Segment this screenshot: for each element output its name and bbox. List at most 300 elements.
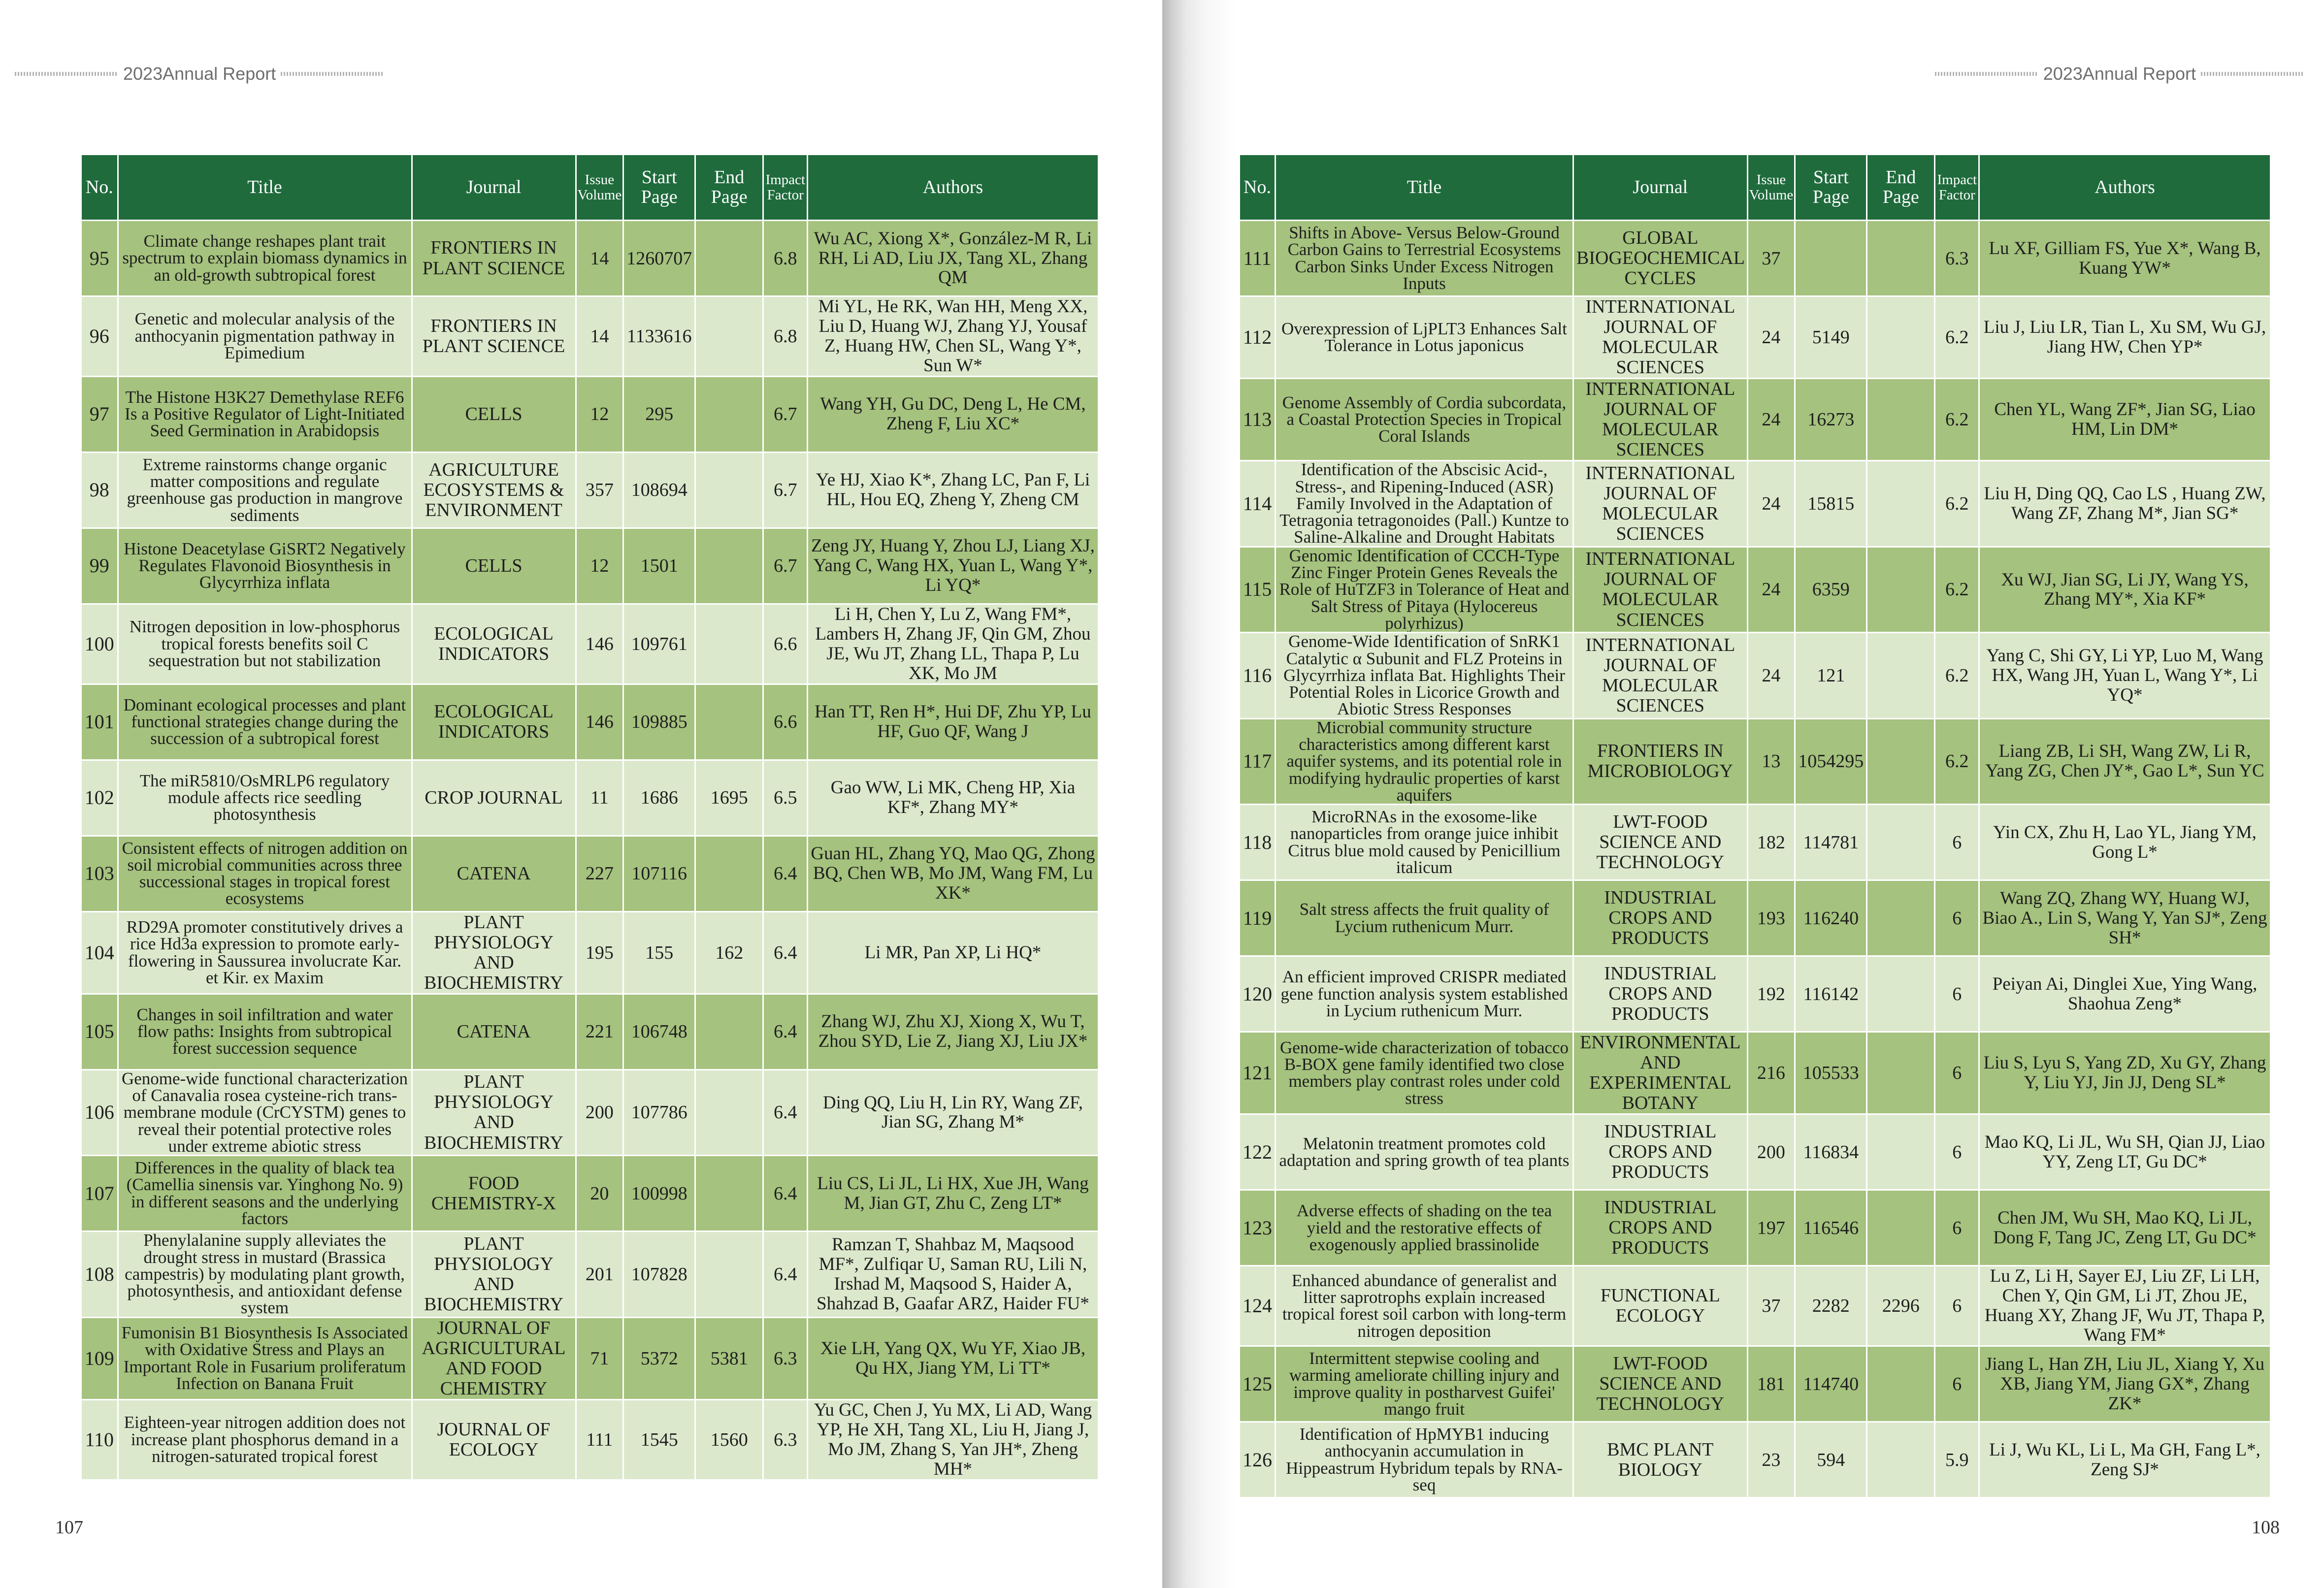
cell-start-page: 15815 — [1795, 461, 1867, 547]
cell-impact-factor: 6.3 — [1935, 221, 1979, 296]
cell-authors: Xie LH, Yang QX, Wu YF, Xiao JB, Qu HX, Jiang YM, Li TT* — [808, 1317, 1098, 1399]
cell-authors: Jiang L, Han ZH, Liu JL, Xiang Y, Xu XB, Jiang YM, Jiang GX*, Zhang ZK* — [1979, 1346, 2270, 1422]
cell-row-number: 116 — [1240, 633, 1276, 718]
cell-row-number: 111 — [1240, 221, 1276, 296]
cell-authors: Chen YL, Wang ZF*, Jian SG, Liao HM, Lin DM* — [1979, 379, 2270, 461]
cell-article-title: Fumonisin B1 Biosynthesis Is Associated with Oxidative Stress and Plays an Important Role in Fusarium proliferatum Infection on Banana Fruit — [118, 1317, 412, 1399]
cell-journal-name: LWT-FOOD SCIENCE AND TECHNOLOGY — [1573, 1346, 1748, 1422]
table-row — [82, 911, 1098, 994]
cell-issue-volume: 357 — [576, 452, 623, 528]
cell-impact-factor: 6.2 — [1935, 718, 1979, 804]
cell-end-page — [695, 221, 763, 296]
cell-end-page: 1560 — [695, 1399, 763, 1479]
table-row — [1240, 805, 2270, 880]
cell-issue-volume: 197 — [1747, 1190, 1795, 1266]
col-header-journal: Journal — [1573, 155, 1748, 221]
col-header-start-page: Start Page — [623, 155, 695, 221]
table-row — [82, 221, 1098, 296]
col-header-title: Title — [1276, 155, 1573, 221]
cell-start-page: 114740 — [1795, 1346, 1867, 1422]
cell-authors: Yu GC, Chen J, Yu MX, Li AD, Wang YP, He XH, Tang XL, Liu H, Jiang J, Mo JM, Zhang S, Yan JH*, Zheng MH* — [808, 1399, 1098, 1479]
cell-start-page: 116834 — [1795, 1114, 1867, 1190]
table-row — [1240, 1032, 2270, 1114]
cell-impact-factor: 6.3 — [763, 1317, 808, 1399]
running-header — [1935, 63, 2304, 85]
cell-row-number: 95 — [82, 221, 118, 296]
cell-journal-name: FRONTIERS IN PLANT SCIENCE — [412, 221, 576, 296]
cell-start-page: 1501 — [623, 528, 695, 604]
table-row — [1240, 547, 2270, 632]
publications-table — [1240, 155, 2270, 1497]
header-dashes — [2201, 72, 2304, 76]
cell-journal-name: INTERNATIONAL JOURNAL OF MOLECULAR SCIENCES — [1573, 461, 1748, 547]
cell-impact-factor: 6.7 — [763, 528, 808, 604]
header-dashes — [1935, 72, 2038, 76]
cell-row-number: 121 — [1240, 1032, 1276, 1114]
cell-journal-name: CELLS — [412, 528, 576, 604]
cell-impact-factor: 6.5 — [763, 760, 808, 836]
cell-end-page — [1867, 1114, 1935, 1190]
cell-journal-name: JOURNAL OF ECOLOGY — [412, 1399, 576, 1479]
cell-journal-name: FOOD CHEMISTRY-X — [412, 1156, 576, 1232]
cell-row-number: 101 — [82, 684, 118, 760]
cell-start-page: 100998 — [623, 1156, 695, 1232]
cell-end-page — [1867, 805, 1935, 880]
cell-end-page — [1867, 1346, 1935, 1422]
cell-authors: Peiyan Ai, Dinglei Xue, Ying Wang, Shaohua Zeng* — [1979, 956, 2270, 1032]
cell-impact-factor: 6.4 — [763, 836, 808, 911]
cell-issue-volume: 200 — [1747, 1114, 1795, 1190]
cell-impact-factor: 6 — [1935, 1190, 1979, 1266]
cell-issue-volume: 12 — [576, 528, 623, 604]
table-row — [1240, 1190, 2270, 1266]
table-row — [82, 604, 1098, 684]
cell-authors: Ye HJ, Xiao K*, Zhang LC, Pan F, Li HL, Hou EQ, Zheng Y, Zheng CM — [808, 452, 1098, 528]
cell-end-page — [1867, 379, 1935, 461]
cell-start-page: 109885 — [623, 684, 695, 760]
table-row — [1240, 956, 2270, 1032]
cell-issue-volume: 182 — [1747, 805, 1795, 880]
cell-row-number: 126 — [1240, 1422, 1276, 1497]
cell-authors: Zhang WJ, Zhu XJ, Xiong X, Wu T, Zhou SYD, Lie Z, Jiang XJ, Liu JX* — [808, 994, 1098, 1069]
cell-end-page — [695, 994, 763, 1069]
cell-start-page — [1795, 221, 1867, 296]
cell-start-page: 1260707 — [623, 221, 695, 296]
cell-end-page — [1867, 547, 1935, 632]
table-row — [1240, 718, 2270, 804]
cell-impact-factor: 6.4 — [763, 1069, 808, 1155]
cell-start-page: 107116 — [623, 836, 695, 911]
cell-row-number: 114 — [1240, 461, 1276, 547]
table-row — [82, 1232, 1098, 1317]
cell-impact-factor: 6.8 — [763, 221, 808, 296]
cell-authors: Guan HL, Zhang YQ, Mao QG, Zhong BQ, Chen WB, Mo JM, Wang FM, Lu XK* — [808, 836, 1098, 911]
cell-article-title: Nitrogen deposition in low-phosphorus tropical forests benefits soil C sequestration but not stabilization — [118, 604, 412, 684]
cell-journal-name: INTERNATIONAL JOURNAL OF MOLECULAR SCIENCES — [1573, 296, 1748, 379]
cell-issue-volume: 37 — [1747, 1266, 1795, 1346]
cell-journal-name: BMC PLANT BIOLOGY — [1573, 1422, 1748, 1497]
cell-start-page: 114781 — [1795, 805, 1867, 880]
cell-issue-volume: 111 — [576, 1399, 623, 1479]
cell-row-number: 125 — [1240, 1346, 1276, 1422]
cell-journal-name: PLANT PHYSIOLOGY AND BIOCHEMISTRY — [412, 1069, 576, 1155]
cell-row-number: 117 — [1240, 718, 1276, 804]
cell-start-page: 1054295 — [1795, 718, 1867, 804]
col-header-title: Title — [118, 155, 412, 221]
cell-row-number: 108 — [82, 1232, 118, 1317]
table-row — [82, 376, 1098, 452]
cell-impact-factor: 6.6 — [763, 604, 808, 684]
cell-article-title: Eighteen-year nitrogen addition does not increase plant phosphorus demand in a nitrogen-saturated tropical forest — [118, 1399, 412, 1479]
cell-authors: Zeng JY, Huang Y, Zhou LJ, Liang XJ, Yang C, Wang HX, Yuan L, Wang Y*, Li YQ* — [808, 528, 1098, 604]
cell-article-title: Phenylalanine supply alleviates the drought stress in mustard (Brassica campestris) by modulating plant growth, photosynthesis, and antioxidant defense system — [118, 1232, 412, 1317]
cell-row-number: 110 — [82, 1399, 118, 1479]
header-dashes — [15, 72, 118, 76]
cell-end-page — [695, 604, 763, 684]
header-title: 2023Annual Report — [2043, 64, 2196, 84]
cell-authors: Ramzan T, Shahbaz M, Maqsood MF*, Zulfiqar U, Saman RU, Lili N, Irshad M, Maqsood S, Haider A, Shahzad B, Gaafar ARZ, Haider FU* — [808, 1232, 1098, 1317]
cell-journal-name: ECOLOGICAL INDICATORS — [412, 684, 576, 760]
cell-row-number: 115 — [1240, 547, 1276, 632]
cell-article-title: The miR5810/OsMRLP6 regulatory module affects rice seedling photosynthesis — [118, 760, 412, 836]
table-row — [82, 994, 1098, 1069]
cell-impact-factor: 6 — [1935, 956, 1979, 1032]
cell-authors: Wu AC, Xiong X*, González-M R, Li RH, Li AD, Liu JX, Tang XL, Zhang QM — [808, 221, 1098, 296]
cell-impact-factor: 6.4 — [763, 1156, 808, 1232]
cell-end-page — [1867, 461, 1935, 547]
page-number: 108 — [2252, 1517, 2280, 1538]
col-header-no: No. — [82, 155, 118, 221]
cell-end-page — [695, 452, 763, 528]
table-row — [82, 836, 1098, 911]
cell-start-page: 155 — [623, 911, 695, 994]
cell-article-title: Melatonin treatment promotes cold adaptation and spring growth of tea plants — [1276, 1114, 1573, 1190]
cell-row-number: 119 — [1240, 880, 1276, 956]
cell-end-page — [1867, 1422, 1935, 1497]
cell-issue-volume: 14 — [576, 221, 623, 296]
cell-impact-factor: 6.7 — [763, 376, 808, 452]
cell-journal-name: INTERNATIONAL JOURNAL OF MOLECULAR SCIENCES — [1573, 633, 1748, 718]
cell-journal-name: CELLS — [412, 376, 576, 452]
cell-article-title: Shifts in Above- Versus Below-Ground Carbon Gains to Terrestrial Ecosystems Carbon Sinks Under Excess Nitrogen Inputs — [1276, 221, 1573, 296]
cell-issue-volume: 200 — [576, 1069, 623, 1155]
cell-row-number: 104 — [82, 911, 118, 994]
cell-issue-volume: 192 — [1747, 956, 1795, 1032]
cell-start-page: 109761 — [623, 604, 695, 684]
cell-article-title: Genome Assembly of Cordia subcordata, a Coastal Protection Species in Tropical Coral Islands — [1276, 379, 1573, 461]
table-row — [82, 452, 1098, 528]
cell-start-page: 105533 — [1795, 1032, 1867, 1114]
col-header-end-page: End Page — [695, 155, 763, 221]
cell-end-page: 162 — [695, 911, 763, 994]
cell-article-title: Identification of the Abscisic Acid-, Stress-, and Ripening-Induced (ASR) Family Involved in the Adaptation of Tetragonia tetragonoides (Pall.) Kuntze to Saline-Alkaline and Drought Habitats — [1276, 461, 1573, 547]
table-row — [82, 1156, 1098, 1232]
cell-authors: Lu Z, Li H, Sayer EJ, Liu ZF, Li LH, Chen Y, Qin GM, Li JT, Zhou JE, Huang XY, Zhang JF, Wu JT, Thapa P, Wang FM* — [1979, 1266, 2270, 1346]
cell-end-page — [1867, 1190, 1935, 1266]
table-row — [82, 296, 1098, 377]
cell-authors: Liang ZB, Li SH, Wang ZW, Li R, Yang ZG, Chen JY*, Gao L*, Sun YC — [1979, 718, 2270, 804]
cell-article-title: Extreme rainstorms change organic matter compositions and regulate greenhouse gas production in mangrove sediments — [118, 452, 412, 528]
cell-authors: Liu H, Ding QQ, Cao LS , Huang ZW, Wang ZF, Zhang M*, Jian SG* — [1979, 461, 2270, 547]
cell-start-page: 2282 — [1795, 1266, 1867, 1346]
cell-authors: Han TT, Ren H*, Hui DF, Zhu YP, Lu HF, Guo QF, Wang J — [808, 684, 1098, 760]
cell-end-page — [695, 1156, 763, 1232]
cell-article-title: Differences in the quality of black tea (Camellia sinensis var. Yinghong No. 9) in different seasons and the underlying factors — [118, 1156, 412, 1232]
cell-issue-volume: 221 — [576, 994, 623, 1069]
cell-end-page: 2296 — [1867, 1266, 1935, 1346]
header-dashes — [281, 72, 384, 76]
table-row — [82, 1399, 1098, 1479]
table-row — [1240, 379, 2270, 461]
cell-start-page: 116142 — [1795, 956, 1867, 1032]
cell-authors: Mi YL, He RK, Wan HH, Meng XX, Liu D, Huang WJ, Zhang YJ, Yousaf Z, Huang HW, Chen SL, Wang Y*, Sun W* — [808, 296, 1098, 377]
table-row — [1240, 461, 2270, 547]
cell-row-number: 122 — [1240, 1114, 1276, 1190]
cell-start-page: 6359 — [1795, 547, 1867, 632]
cell-start-page: 16273 — [1795, 379, 1867, 461]
cell-issue-volume: 23 — [1747, 1422, 1795, 1497]
cell-issue-volume: 24 — [1747, 547, 1795, 632]
cell-authors: Wang YH, Gu DC, Deng L, He CM, Zheng F, Liu XC* — [808, 376, 1098, 452]
cell-start-page: 1686 — [623, 760, 695, 836]
cell-row-number: 107 — [82, 1156, 118, 1232]
cell-authors: Wang ZQ, Zhang WY, Huang WJ, Biao A., Lin S, Wang Y, Yan SJ*, Zeng SH* — [1979, 880, 2270, 956]
cell-row-number: 123 — [1240, 1190, 1276, 1266]
table-header-row — [1240, 155, 2270, 221]
col-header-start-page: Start Page — [1795, 155, 1867, 221]
cell-article-title: Overexpression of LjPLT3 Enhances Salt Tolerance in Lotus japonicus — [1276, 296, 1573, 379]
cell-issue-volume: 181 — [1747, 1346, 1795, 1422]
col-header-journal: Journal — [412, 155, 576, 221]
cell-issue-volume: 20 — [576, 1156, 623, 1232]
cell-issue-volume: 193 — [1747, 880, 1795, 956]
cell-authors: Li MR, Pan XP, Li HQ* — [808, 911, 1098, 994]
col-header-impact: Impact Factor — [763, 155, 808, 221]
cell-journal-name: FUNCTIONAL ECOLOGY — [1573, 1266, 1748, 1346]
cell-authors: Yang C, Shi GY, Li YP, Luo M, Wang HX, Wang JH, Yuan L, Wang Y*, Li YQ* — [1979, 633, 2270, 718]
cell-article-title: Genetic and molecular analysis of the anthocyanin pigmentation pathway in Epimedium — [118, 296, 412, 377]
cell-issue-volume: 216 — [1747, 1032, 1795, 1114]
cell-journal-name: FRONTIERS IN MICROBIOLOGY — [1573, 718, 1748, 804]
cell-authors: Xu WJ, Jian SG, Li JY, Wang YS, Zhang MY*, Xia KF* — [1979, 547, 2270, 632]
cell-impact-factor: 6.2 — [1935, 296, 1979, 379]
cell-journal-name: AGRICULTURE ECOSYSTEMS & ENVIRONMENT — [412, 452, 576, 528]
cell-article-title: Genome-wide characterization of tobacco B-BOX gene family identified two close members play contrast roles under cold stress — [1276, 1032, 1573, 1114]
cell-authors: Mao KQ, Li JL, Wu SH, Qian JJ, Liao YY, Zeng LT, Gu DC* — [1979, 1114, 2270, 1190]
cell-journal-name: ECOLOGICAL INDICATORS — [412, 604, 576, 684]
cell-authors: Lu XF, Gilliam FS, Yue X*, Wang B, Kuang YW* — [1979, 221, 2270, 296]
cell-row-number: 113 — [1240, 379, 1276, 461]
cell-article-title: Identification of HpMYB1 inducing anthocyanin accumulation in Hippeastrum Hybridum tepals by RNA-seq — [1276, 1422, 1573, 1497]
col-header-authors: Authors — [1979, 155, 2270, 221]
cell-issue-volume: 37 — [1747, 221, 1795, 296]
cell-row-number: 124 — [1240, 1266, 1276, 1346]
cell-end-page — [695, 836, 763, 911]
cell-start-page: 116240 — [1795, 880, 1867, 956]
cell-end-page: 5381 — [695, 1317, 763, 1399]
cell-article-title: Climate change reshapes plant trait spectrum to explain biomass dynamics in an old-growth subtropical forest — [118, 221, 412, 296]
cell-row-number: 100 — [82, 604, 118, 684]
cell-start-page: 116546 — [1795, 1190, 1867, 1266]
page-number: 107 — [55, 1517, 83, 1538]
cell-impact-factor: 6.2 — [1935, 547, 1979, 632]
cell-impact-factor: 6 — [1935, 1346, 1979, 1422]
cell-authors: Liu S, Lyu S, Yang ZD, Xu GY, Zhang Y, Liu YJ, Jin JJ, Deng SL* — [1979, 1032, 2270, 1114]
cell-article-title: Microbial community structure characteristics among different karst aquifer systems, and its potential role in modifying hydraulic properties of karst aquifers — [1276, 718, 1573, 804]
cell-issue-volume: 12 — [576, 376, 623, 452]
cell-issue-volume: 24 — [1747, 379, 1795, 461]
table-row — [1240, 1266, 2270, 1346]
cell-journal-name: GLOBAL BIOGEOCHEMICAL CYCLES — [1573, 221, 1748, 296]
cell-row-number: 120 — [1240, 956, 1276, 1032]
cell-article-title: Genome-Wide Identification of SnRK1 Catalytic α Subunit and FLZ Proteins in Glycyrrhiza inflata Bat. Highlights Their Potential Roles in Licorice Growth and Abiotic Stress Responses — [1276, 633, 1573, 718]
cell-article-title: Consistent effects of nitrogen addition on soil microbial communities across three successional stages in tropical forest ecosystems — [118, 836, 412, 911]
cell-authors: Liu J, Liu LR, Tian L, Xu SM, Wu GJ, Jiang HW, Chen YP* — [1979, 296, 2270, 379]
cell-row-number: 112 — [1240, 296, 1276, 379]
col-header-issue: Issue Volume — [576, 155, 623, 221]
cell-article-title: Genomic Identification of CCCH-Type Zinc Finger Protein Genes Reveals the Role of HuTZF3 in Tolerance of Heat and Salt Stress of Pitaya (Hylocereus polyrhizus) — [1276, 547, 1573, 632]
cell-article-title: Enhanced abundance of generalist and litter saprotrophs explain increased tropical forest soil carbon with long-term nitrogen deposition — [1276, 1266, 1573, 1346]
cell-impact-factor: 5.9 — [1935, 1422, 1979, 1497]
cell-impact-factor: 6.4 — [763, 911, 808, 994]
cell-article-title: Intermittent stepwise cooling and warming ameliorate chilling injury and improve quality in postharvest Guifei' mango fruit — [1276, 1346, 1573, 1422]
cell-article-title: Adverse effects of shading on the tea yield and the restorative effects of exogenously applied brassinolide — [1276, 1190, 1573, 1266]
cell-end-page — [1867, 880, 1935, 956]
cell-issue-volume: 14 — [576, 296, 623, 377]
table-row — [1240, 296, 2270, 379]
cell-row-number: 102 — [82, 760, 118, 836]
cell-impact-factor: 6.6 — [763, 684, 808, 760]
table-row — [82, 528, 1098, 604]
cell-start-page: 1133616 — [623, 296, 695, 377]
cell-article-title: The Histone H3K27 Demethylase REF6 Is a Positive Regulator of Light-Initiated Seed Germination in Arabidopsis — [118, 376, 412, 452]
cell-journal-name: CATENA — [412, 994, 576, 1069]
table-row — [1240, 221, 2270, 296]
cell-journal-name: PLANT PHYSIOLOGY AND BIOCHEMISTRY — [412, 1232, 576, 1317]
cell-end-page — [1867, 956, 1935, 1032]
cell-authors: Chen JM, Wu SH, Mao KQ, Li JL, Dong F, Tang JC, Zeng LT, Gu DC* — [1979, 1190, 2270, 1266]
cell-end-page — [1867, 1032, 1935, 1114]
table-row — [1240, 880, 2270, 956]
cell-start-page: 107786 — [623, 1069, 695, 1155]
table-row — [1240, 633, 2270, 718]
cell-journal-name: FRONTIERS IN PLANT SCIENCE — [412, 296, 576, 377]
table-header-row — [82, 155, 1098, 221]
cell-issue-volume: 146 — [576, 684, 623, 760]
table-row — [1240, 1422, 2270, 1497]
cell-authors: Gao WW, Li MK, Cheng HP, Xia KF*, Zhang MY* — [808, 760, 1098, 836]
cell-end-page: 1695 — [695, 760, 763, 836]
cell-start-page: 295 — [623, 376, 695, 452]
cell-issue-volume: 201 — [576, 1232, 623, 1317]
cell-end-page — [695, 684, 763, 760]
cell-issue-volume: 24 — [1747, 296, 1795, 379]
cell-impact-factor: 6.2 — [1935, 461, 1979, 547]
col-header-no: No. — [1240, 155, 1276, 221]
table-row — [82, 684, 1098, 760]
table-row — [1240, 1346, 2270, 1422]
cell-issue-volume: 24 — [1747, 633, 1795, 718]
table-row — [82, 760, 1098, 836]
cell-end-page — [1867, 296, 1935, 379]
cell-start-page: 108694 — [623, 452, 695, 528]
cell-start-page: 121 — [1795, 633, 1867, 718]
cell-start-page: 5149 — [1795, 296, 1867, 379]
cell-row-number: 96 — [82, 296, 118, 377]
cell-impact-factor: 6.3 — [763, 1399, 808, 1479]
table-row — [82, 1317, 1098, 1399]
cell-row-number: 98 — [82, 452, 118, 528]
cell-row-number: 99 — [82, 528, 118, 604]
cell-impact-factor: 6.2 — [1935, 633, 1979, 718]
cell-impact-factor: 6.4 — [763, 994, 808, 1069]
cell-impact-factor: 6 — [1935, 880, 1979, 956]
running-header — [15, 63, 384, 85]
cell-authors: Liu CS, Li JL, Li HX, Xue JH, Wang M, Jian GT, Zhu C, Zeng LT* — [808, 1156, 1098, 1232]
cell-end-page — [695, 376, 763, 452]
cell-article-title: Salt stress affects the fruit quality of Lycium ruthenicum Murr. — [1276, 880, 1573, 956]
cell-row-number: 105 — [82, 994, 118, 1069]
cell-article-title: Genome-wide functional characterization of Canavalia rosea cysteine-rich trans-membrane module (CrCYSTM) genes to reveal their potential protective roles under extreme abiotic stress — [118, 1069, 412, 1155]
header-title: 2023Annual Report — [123, 64, 276, 84]
cell-journal-name: INDUSTRIAL CROPS AND PRODUCTS — [1573, 1190, 1748, 1266]
cell-start-page: 107828 — [623, 1232, 695, 1317]
cell-impact-factor: 6 — [1935, 1114, 1979, 1190]
cell-journal-name: INTERNATIONAL JOURNAL OF MOLECULAR SCIENCES — [1573, 547, 1748, 632]
cell-journal-name: PLANT PHYSIOLOGY AND BIOCHEMISTRY — [412, 911, 576, 994]
cell-impact-factor: 6.8 — [763, 296, 808, 377]
cell-row-number: 103 — [82, 836, 118, 911]
cell-row-number: 106 — [82, 1069, 118, 1155]
cell-start-page: 594 — [1795, 1422, 1867, 1497]
cell-end-page — [1867, 633, 1935, 718]
cell-article-title: An efficient improved CRISPR mediated gene function analysis system established in Lycium ruthenicum Murr. — [1276, 956, 1573, 1032]
cell-authors: Li J, Wu KL, Li L, Ma GH, Fang L*, Zeng SJ* — [1979, 1422, 2270, 1497]
col-header-issue: Issue Volume — [1747, 155, 1795, 221]
cell-journal-name: INDUSTRIAL CROPS AND PRODUCTS — [1573, 956, 1748, 1032]
cell-row-number: 109 — [82, 1317, 118, 1399]
cell-end-page — [1867, 221, 1935, 296]
cell-journal-name: CATENA — [412, 836, 576, 911]
cell-row-number: 97 — [82, 376, 118, 452]
cell-authors: Yin CX, Zhu H, Lao YL, Jiang YM, Gong L* — [1979, 805, 2270, 880]
cell-authors: Li H, Chen Y, Lu Z, Wang FM*, Lambers H, Zhang JF, Qin GM, Zhou JE, Wu JT, Zhang LL, Thapa P, Lu XK, Mo JM — [808, 604, 1098, 684]
right-page — [1162, 0, 2324, 1588]
cell-journal-name: INDUSTRIAL CROPS AND PRODUCTS — [1573, 880, 1748, 956]
cell-end-page — [695, 1232, 763, 1317]
cell-journal-name: CROP JOURNAL — [412, 760, 576, 836]
cell-end-page — [1867, 718, 1935, 804]
cell-start-page: 1545 — [623, 1399, 695, 1479]
cell-journal-name: ENVIRONMENTAL AND EXPERIMENTAL BOTANY — [1573, 1032, 1748, 1114]
cell-issue-volume: 24 — [1747, 461, 1795, 547]
cell-issue-volume: 71 — [576, 1317, 623, 1399]
cell-article-title: Dominant ecological processes and plant functional strategies change during the succession of a subtropical forest — [118, 684, 412, 760]
cell-impact-factor: 6 — [1935, 1032, 1979, 1114]
cell-issue-volume: 146 — [576, 604, 623, 684]
cell-journal-name: LWT-FOOD SCIENCE AND TECHNOLOGY — [1573, 805, 1748, 880]
cell-impact-factor: 6.4 — [763, 1232, 808, 1317]
table-row — [1240, 1114, 2270, 1190]
cell-impact-factor: 6.7 — [763, 452, 808, 528]
cell-authors: Ding QQ, Liu H, Lin RY, Wang ZF, Jian SG, Zhang M* — [808, 1069, 1098, 1155]
cell-issue-volume: 11 — [576, 760, 623, 836]
cell-article-title: MicroRNAs in the exosome-like nanoparticles from orange juice inhibit Citrus blue mold caused by Penicillium italicum — [1276, 805, 1573, 880]
col-header-authors: Authors — [808, 155, 1098, 221]
cell-article-title: Changes in soil infiltration and water flow paths: Insights from subtropical forest succession sequence — [118, 994, 412, 1069]
cell-journal-name: INTERNATIONAL JOURNAL OF MOLECULAR SCIENCES — [1573, 379, 1748, 461]
cell-issue-volume: 227 — [576, 836, 623, 911]
